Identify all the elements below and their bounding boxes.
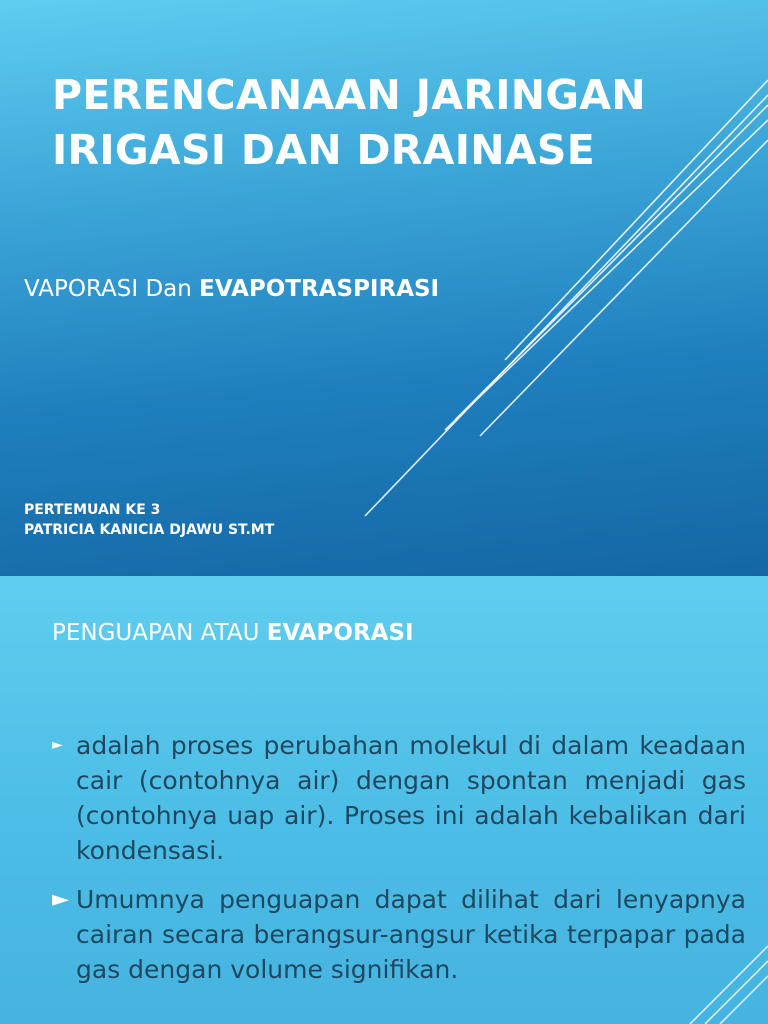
- list-item: [52, 882, 746, 987]
- meeting-info: [24, 500, 274, 540]
- triangle-right-icon: ►: [52, 887, 69, 912]
- bullet-text: Umumnya penguapan dapat dilihat dari lenyapnya cairan secara berangsur-angsur ketika terpapar pada gas dengan volume signifikan.: [76, 885, 746, 984]
- triangle-right-icon: ►: [52, 737, 63, 753]
- bullet-list: [52, 728, 746, 1001]
- subtitle-bold: EVAPOTRASPIRASI: [199, 276, 440, 302]
- slide-heading: [52, 620, 414, 646]
- presentation-title: PERENCANAAN JARINGAN IRIGASI DAN DRAINASE: [52, 71, 646, 174]
- heading-regular: PENGUAPAN ATAU: [52, 620, 267, 646]
- author-name: PATRICIA KANICIA DJAWU ST.MT: [24, 522, 275, 538]
- subtitle-regular: VAPORASI Dan: [24, 276, 200, 302]
- subtitle: [24, 276, 439, 302]
- heading-bold: EVAPORASI: [266, 620, 414, 646]
- bullet-text: adalah proses perubahan molekul di dalam keadaan cair (contohnya air) dengan spontan menjadi gas (contohnya uap air). Proses ini adalah kebalikan dari kondensasi.: [76, 731, 746, 865]
- list-item: [52, 728, 746, 868]
- meeting-number: PERTEMUAN KE 3: [24, 502, 161, 518]
